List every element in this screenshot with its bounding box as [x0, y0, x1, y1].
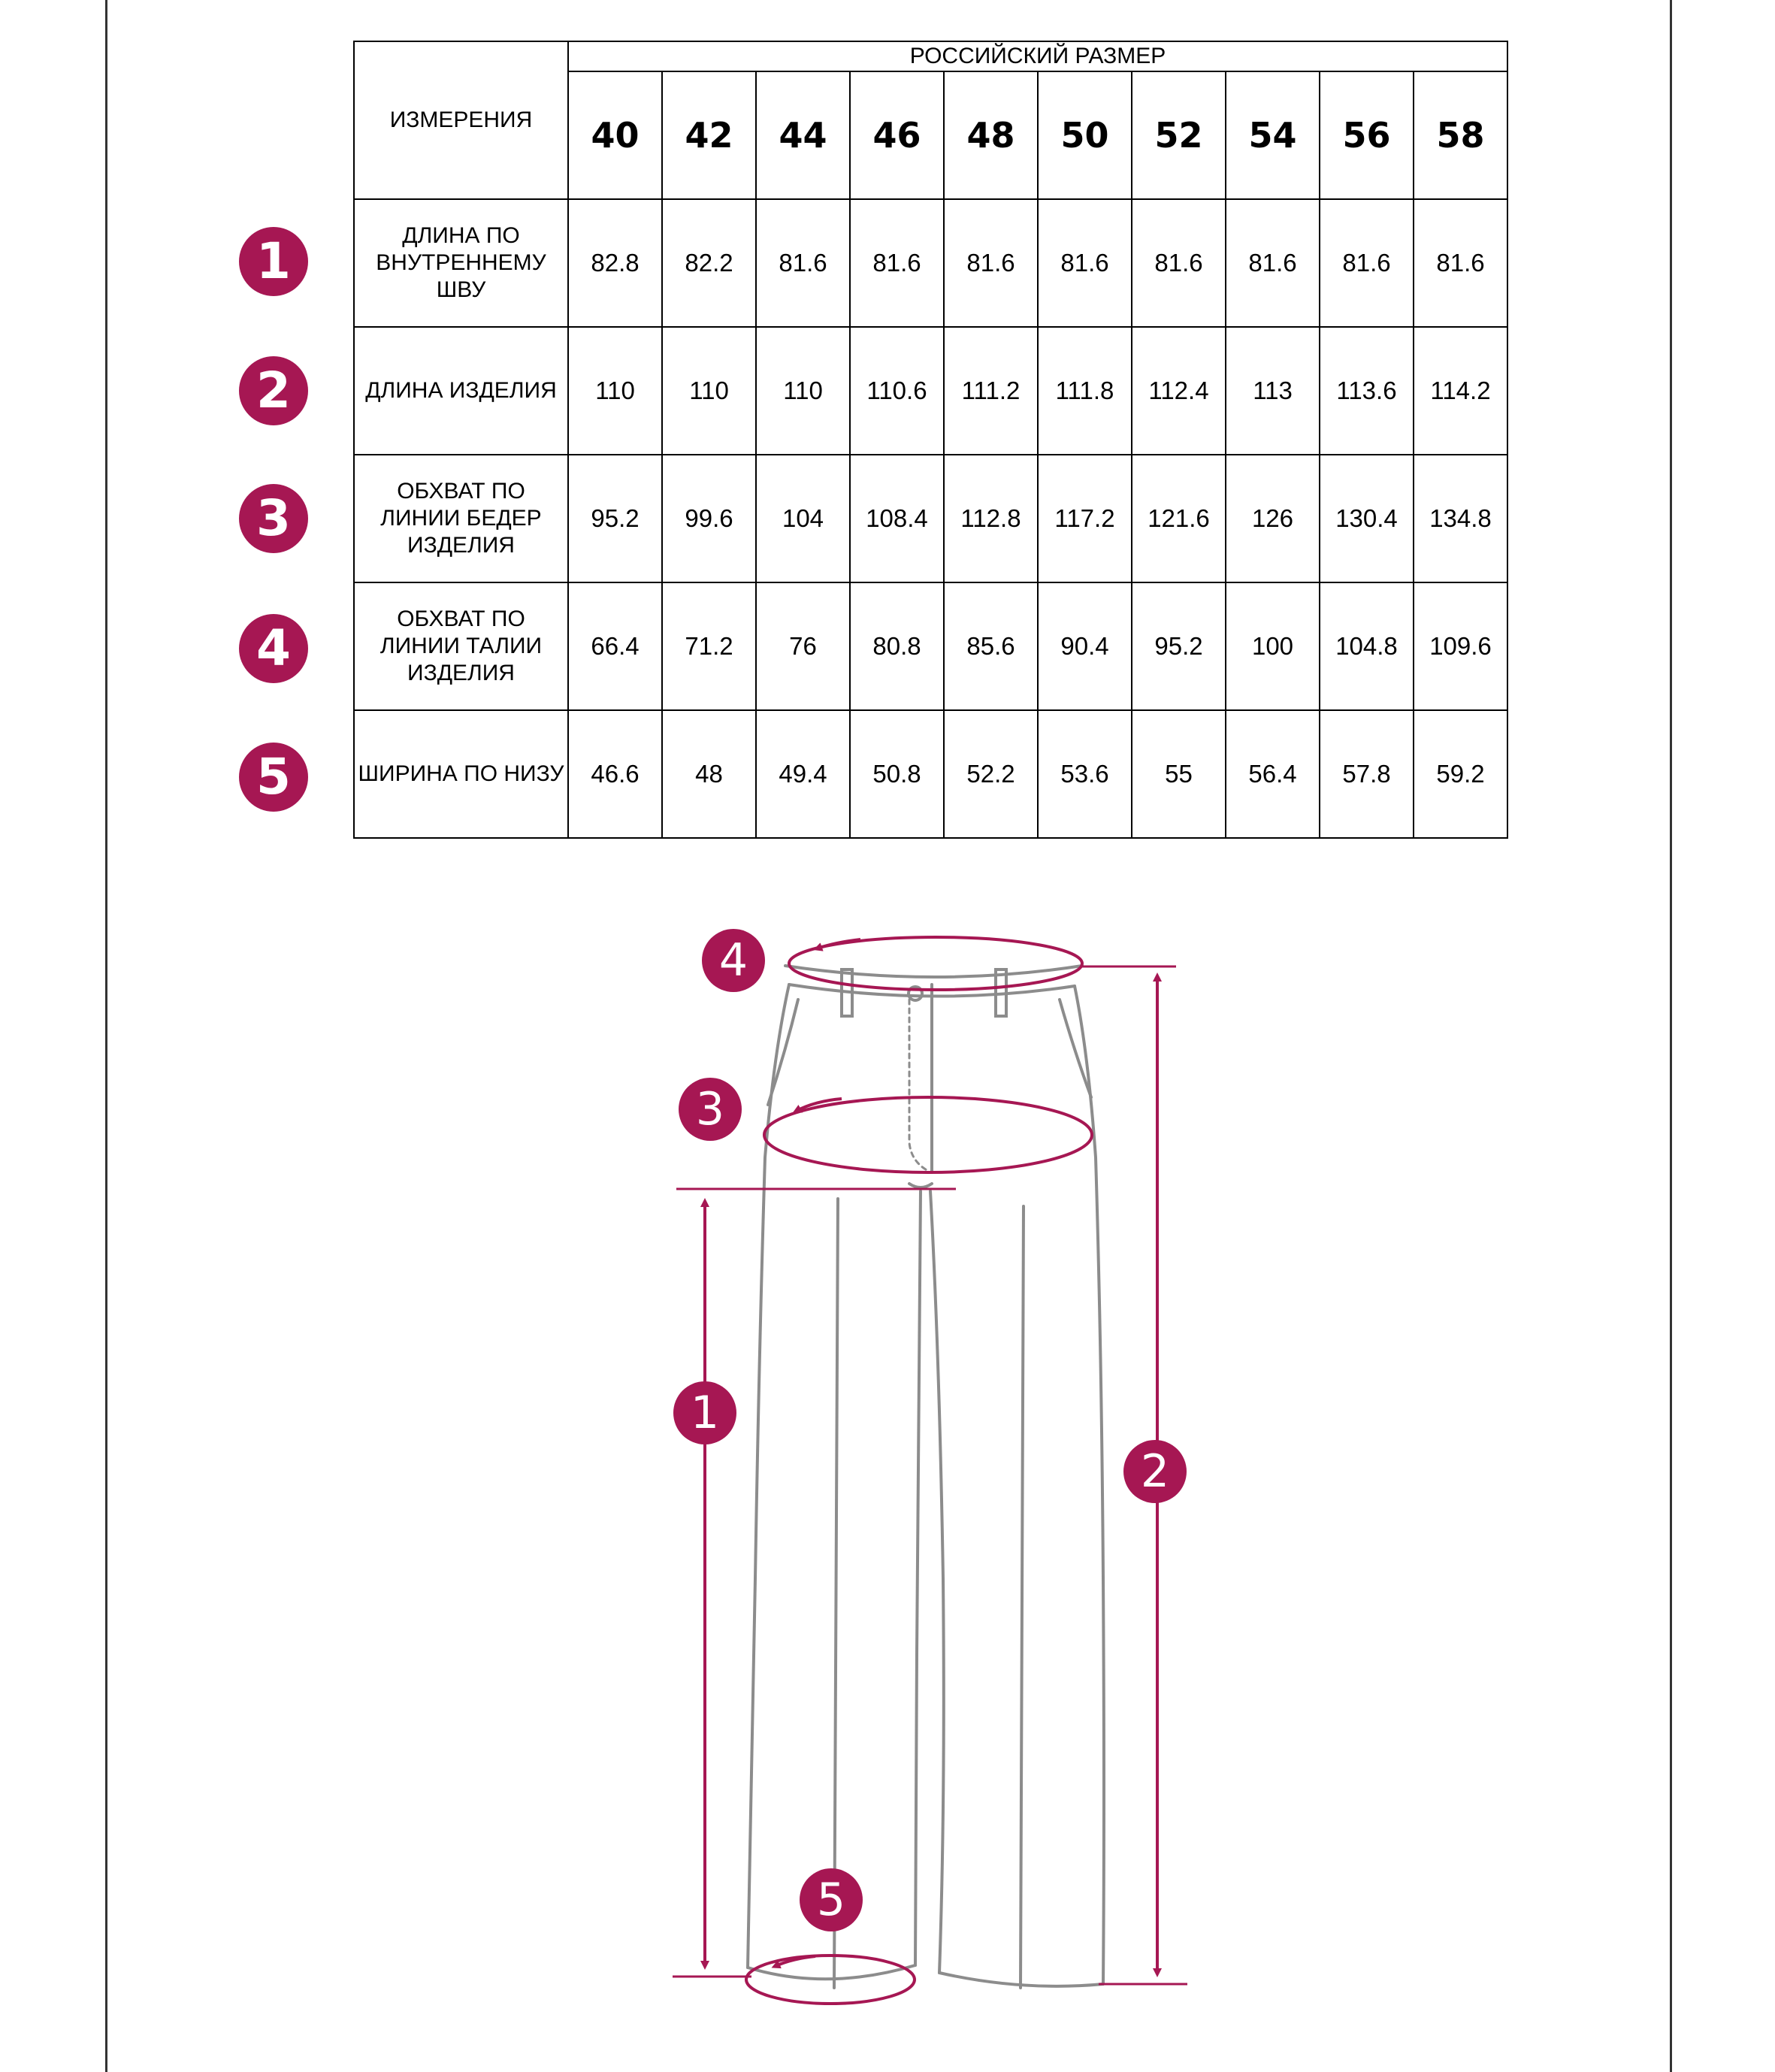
measurements-header: ИЗМЕРЕНИЯ	[354, 41, 568, 199]
table-cell: 52.2	[944, 710, 1038, 838]
table-cell: 110	[662, 327, 756, 455]
diagram-badge-4: 4	[702, 929, 765, 992]
table-cell: 110	[756, 327, 850, 455]
table-cell: 49.4	[756, 710, 850, 838]
trousers-outline	[748, 966, 1104, 1988]
row-badge-1: 1	[239, 227, 308, 296]
table-cell: 113	[1226, 327, 1320, 455]
diagram-badge-3: 3	[679, 1078, 742, 1141]
row-badge-5: 5	[239, 743, 308, 812]
table-cell: 121.6	[1132, 455, 1226, 582]
size-group-header: РОССИЙСКИЙ РАЗМЕР	[568, 41, 1507, 71]
row-label: ДЛИНА ИЗДЕЛИЯ	[354, 327, 568, 455]
table-cell: 110.6	[850, 327, 944, 455]
table-cell: 81.6	[1226, 199, 1320, 327]
row-label: ОБХВАТ ПО ЛИНИИ ТАЛИИ ИЗДЕЛИЯ	[354, 582, 568, 710]
size-header: 50	[1038, 71, 1132, 199]
table-cell: 56.4	[1226, 710, 1320, 838]
table-cell: 46.6	[568, 710, 662, 838]
table-cell: 95.2	[568, 455, 662, 582]
table-cell: 130.4	[1320, 455, 1414, 582]
table-cell: 59.2	[1414, 710, 1507, 838]
table-cell: 134.8	[1414, 455, 1507, 582]
table-cell: 82.8	[568, 199, 662, 327]
table-cell: 104.8	[1320, 582, 1414, 710]
table-cell: 95.2	[1132, 582, 1226, 710]
table-cell: 113.6	[1320, 327, 1414, 455]
row-label: ДЛИНА ПО ВНУТРЕННЕМУ ШВУ	[354, 199, 568, 327]
table-cell: 110	[568, 327, 662, 455]
row-badge-3: 3	[239, 484, 308, 553]
diagram-badge-1: 1	[673, 1381, 736, 1444]
table-cell: 104	[756, 455, 850, 582]
size-header: 40	[568, 71, 662, 199]
table-cell: 57.8	[1320, 710, 1414, 838]
table-cell: 114.2	[1414, 327, 1507, 455]
row-label: ШИРИНА ПО НИЗУ	[354, 710, 568, 838]
table-cell: 76	[756, 582, 850, 710]
table-cell: 50.8	[850, 710, 944, 838]
size-header: 42	[662, 71, 756, 199]
size-header: 44	[756, 71, 850, 199]
size-header: 58	[1414, 71, 1507, 199]
table-cell: 81.6	[1038, 199, 1132, 327]
table-cell: 126	[1226, 455, 1320, 582]
table-cell: 100	[1226, 582, 1320, 710]
table-cell: 99.6	[662, 455, 756, 582]
table-cell: 109.6	[1414, 582, 1507, 710]
table-cell: 90.4	[1038, 582, 1132, 710]
table-cell: 53.6	[1038, 710, 1132, 838]
table-cell: 111.8	[1038, 327, 1132, 455]
table-cell: 81.6	[944, 199, 1038, 327]
table-cell: 117.2	[1038, 455, 1132, 582]
table-cell: 81.6	[756, 199, 850, 327]
size-header: 52	[1132, 71, 1226, 199]
size-header: 48	[944, 71, 1038, 199]
row-badge-2: 2	[239, 356, 308, 425]
size-header: 54	[1226, 71, 1320, 199]
table-cell: 85.6	[944, 582, 1038, 710]
table-cell: 108.4	[850, 455, 944, 582]
table-cell: 55	[1132, 710, 1226, 838]
table-cell: 48	[662, 710, 756, 838]
diagram-badge-2: 2	[1123, 1440, 1187, 1503]
size-header: 46	[850, 71, 944, 199]
waist-arrow	[818, 939, 860, 948]
table-cell: 80.8	[850, 582, 944, 710]
table-cell: 81.6	[1132, 199, 1226, 327]
diagram-badge-5: 5	[800, 1868, 863, 1931]
table-cell: 81.6	[1414, 199, 1507, 327]
size-header: 56	[1320, 71, 1414, 199]
hip-circumference-ellipse	[764, 1097, 1092, 1172]
table-cell: 111.2	[944, 327, 1038, 455]
row-badge-4: 4	[239, 614, 308, 683]
table-cell: 66.4	[568, 582, 662, 710]
table-cell: 71.2	[662, 582, 756, 710]
table-cell: 112.8	[944, 455, 1038, 582]
table-cell: 81.6	[1320, 199, 1414, 327]
table-cell: 82.2	[662, 199, 756, 327]
table-cell: 81.6	[850, 199, 944, 327]
table-cell: 112.4	[1132, 327, 1226, 455]
row-label: ОБХВАТ ПО ЛИНИИ БЕДЕР ИЗДЕЛИЯ	[354, 455, 568, 582]
